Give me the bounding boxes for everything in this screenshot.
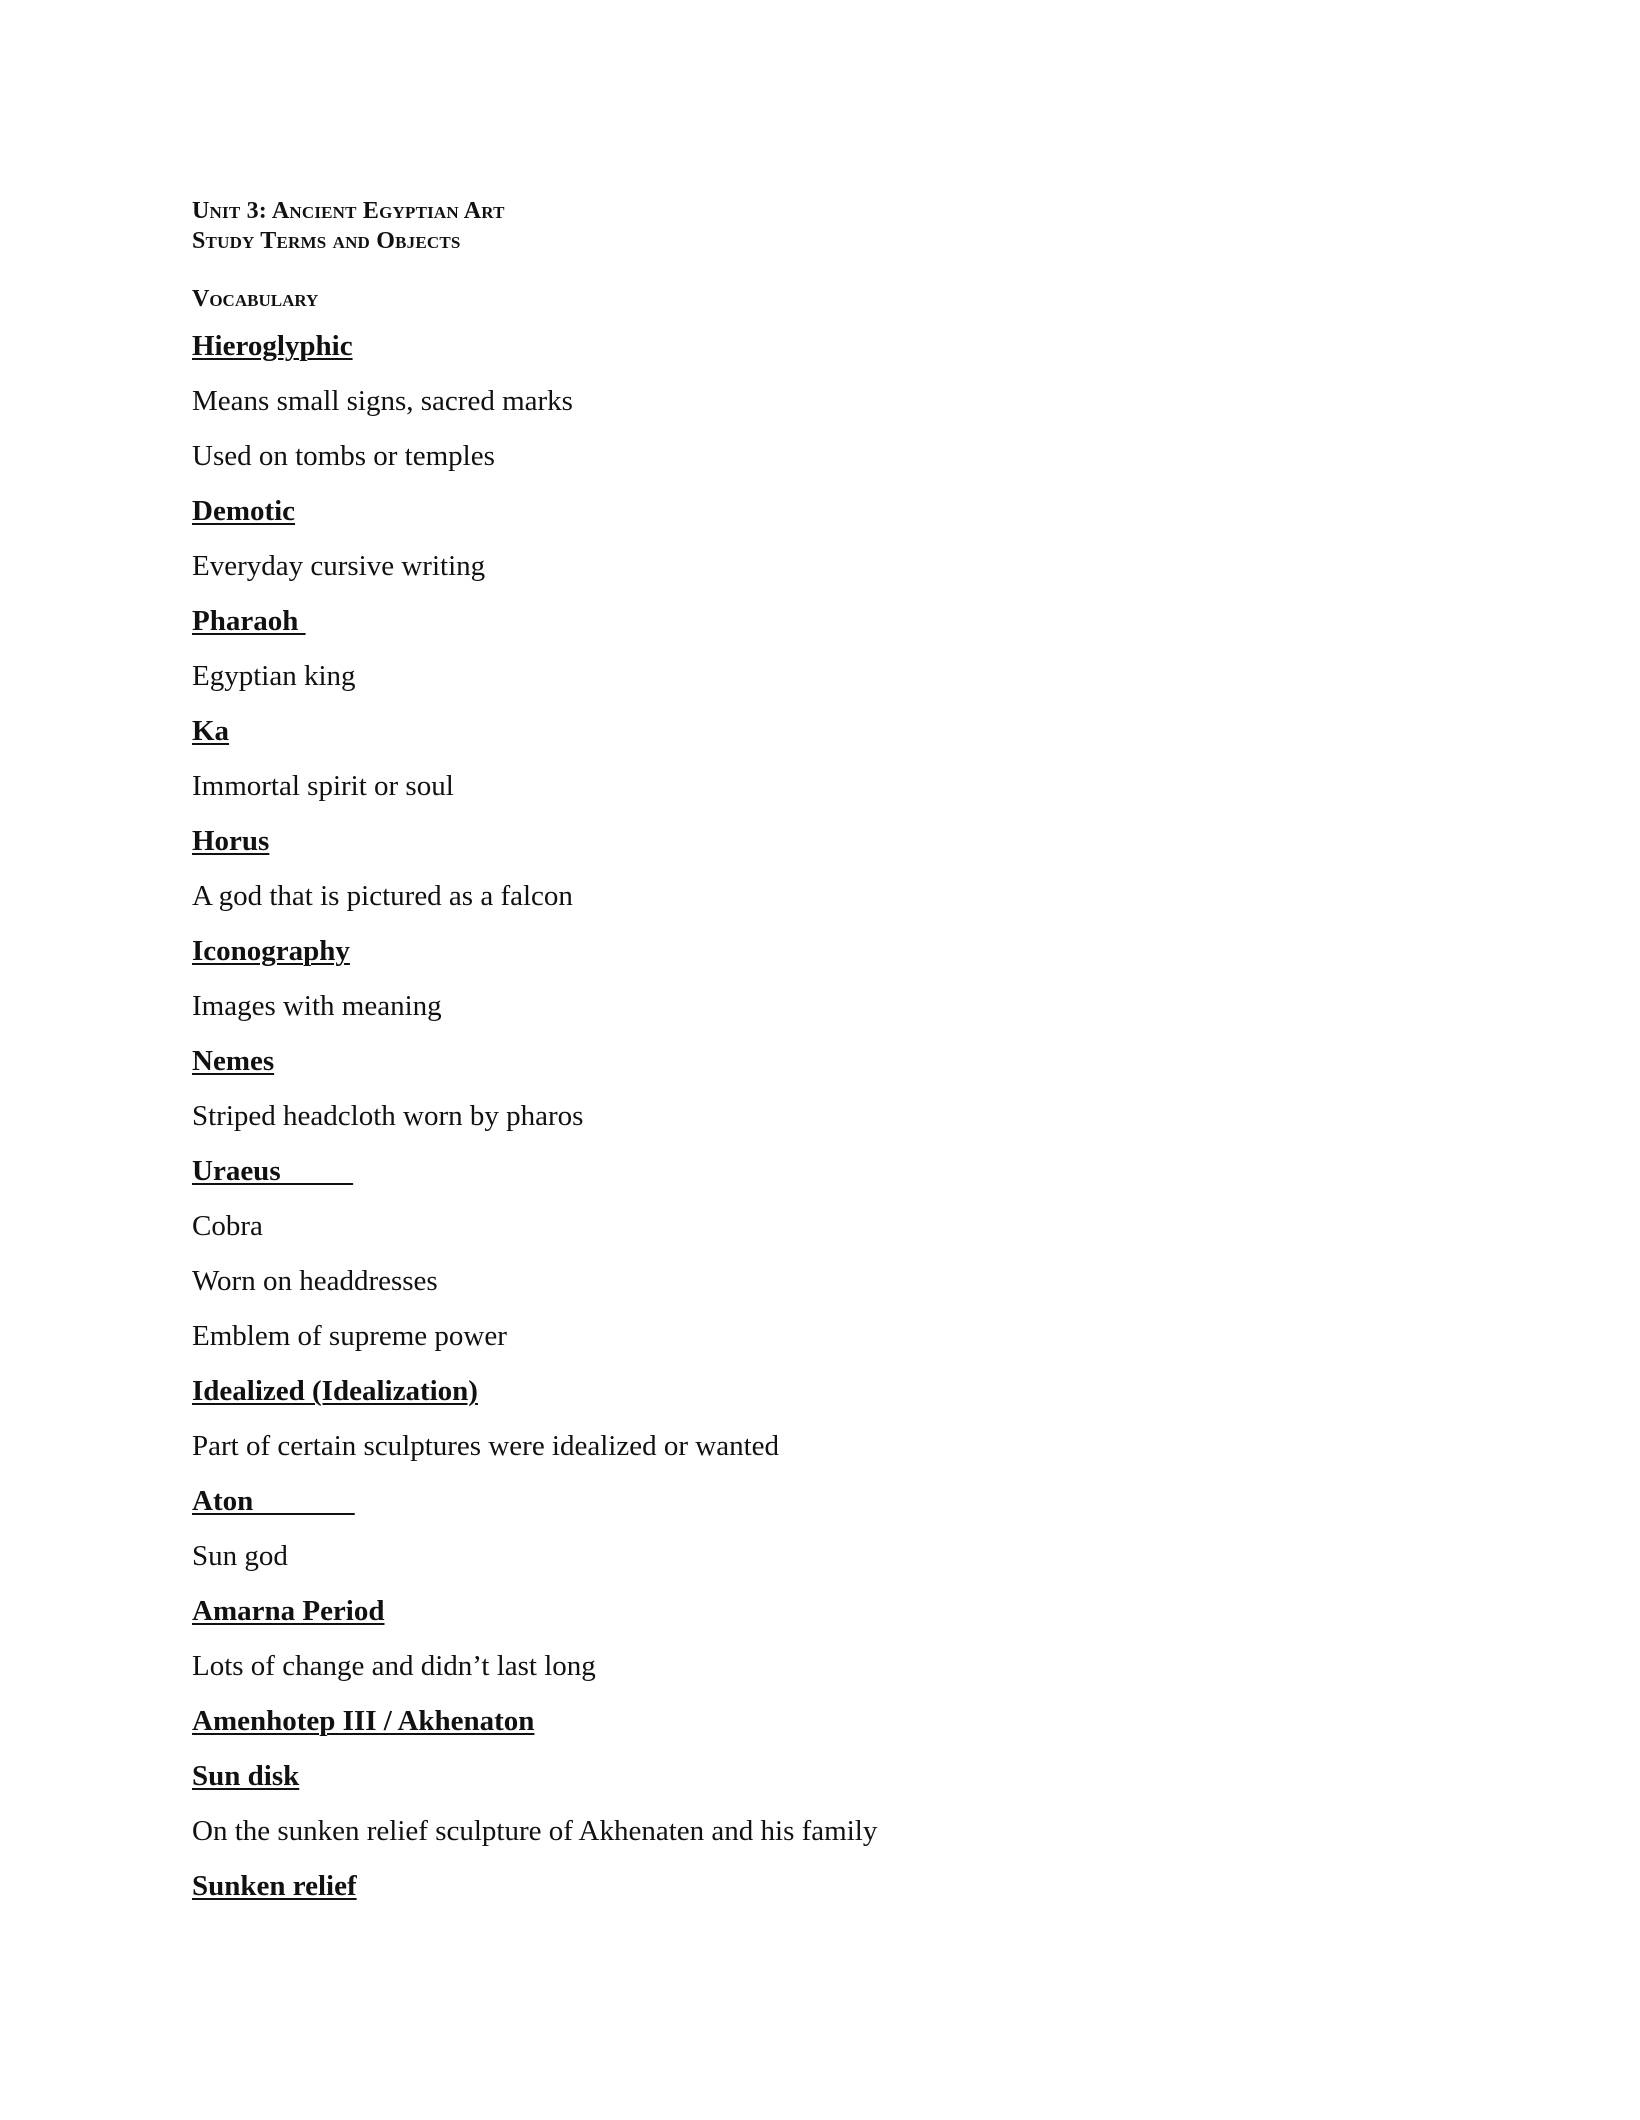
vocabulary-term: Demotic — [192, 495, 296, 527]
vocabulary-definition: Used on tombs or temples — [192, 440, 495, 472]
unit-subtitle: Study Terms and Objects — [192, 228, 461, 254]
vocabulary-list — [192, 326, 877, 1921]
vocabulary-term-line — [192, 601, 877, 656]
vocabulary-definition-line — [192, 876, 877, 931]
vocabulary-definition-line — [192, 381, 877, 436]
vocabulary-definition-line — [192, 1316, 877, 1371]
vocabulary-term-line — [192, 1701, 877, 1756]
vocabulary-term: Amarna Period — [192, 1595, 385, 1627]
vocabulary-definition: Everyday cursive writing — [192, 550, 486, 582]
vocabulary-term-line — [192, 1371, 877, 1426]
vocabulary-definition: Striped headcloth worn by pharos — [192, 1100, 584, 1132]
vocabulary-term: Uraeus — [192, 1155, 354, 1187]
vocabulary-definition: Part of certain sculptures were idealized or wanted — [192, 1430, 779, 1462]
vocabulary-definition: Cobra — [192, 1210, 263, 1242]
vocabulary-term-line — [192, 1481, 877, 1536]
vocabulary-term: Horus — [192, 825, 270, 857]
vocabulary-term: Amenhotep III / Akhenaton — [192, 1705, 535, 1737]
vocabulary-definition: Images with meaning — [192, 990, 442, 1022]
vocabulary-term: Nemes — [192, 1045, 275, 1077]
vocabulary-term-line — [192, 1866, 877, 1921]
vocabulary-term-line — [192, 931, 877, 986]
vocabulary-definition-line — [192, 1096, 877, 1151]
vocabulary-definition-line — [192, 1261, 877, 1316]
vocabulary-definition-line — [192, 1426, 877, 1481]
vocabulary-term: Idealized (Idealization) — [192, 1375, 478, 1407]
vocabulary-term: Iconography — [192, 935, 350, 967]
vocabulary-term-line — [192, 1041, 877, 1096]
vocabulary-term: Ka — [192, 715, 230, 747]
vocabulary-term-line — [192, 1591, 877, 1646]
vocabulary-term-line — [192, 1756, 877, 1811]
vocabulary-term: Sunken relief — [192, 1870, 357, 1902]
vocabulary-definition: Egyptian king — [192, 660, 356, 692]
vocabulary-term-line — [192, 326, 877, 381]
vocabulary-term: Pharaoh — [192, 605, 306, 637]
vocabulary-definition: Worn on headdresses — [192, 1265, 438, 1297]
vocabulary-definition: Sun god — [192, 1540, 288, 1572]
vocabulary-term-line — [192, 491, 877, 546]
vocabulary-definition-line — [192, 1646, 877, 1701]
vocabulary-term-line — [192, 1151, 877, 1206]
vocabulary-definition-line — [192, 1536, 877, 1591]
vocabulary-term-line — [192, 711, 877, 766]
vocabulary-definition-line — [192, 766, 877, 821]
vocabulary-term: Sun disk — [192, 1760, 300, 1792]
vocabulary-term: Hieroglyphic — [192, 330, 353, 362]
vocabulary-definition-line — [192, 986, 877, 1041]
vocabulary-definition: Lots of change and didn’t last long — [192, 1650, 596, 1682]
vocabulary-heading: Vocabulary — [192, 286, 319, 312]
vocabulary-definition: Emblem of supreme power — [192, 1320, 507, 1352]
vocabulary-definition: On the sunken relief sculpture of Akhenaten and his family — [192, 1815, 878, 1847]
unit-title: Unit 3: Ancient Egyptian Art — [192, 198, 505, 224]
vocabulary-definition-line — [192, 546, 877, 601]
vocabulary-term-line — [192, 821, 877, 876]
vocabulary-definition-line — [192, 436, 877, 491]
vocabulary-definition-line — [192, 1206, 877, 1261]
document-header — [192, 196, 505, 256]
vocabulary-definition: A god that is pictured as a falcon — [192, 880, 573, 912]
vocabulary-definition-line — [192, 656, 877, 711]
vocabulary-definition: Means small signs, sacred marks — [192, 385, 573, 417]
vocabulary-term: Aton — [192, 1485, 355, 1517]
vocabulary-definition-line — [192, 1811, 877, 1866]
vocabulary-definition: Immortal spirit or soul — [192, 770, 454, 802]
